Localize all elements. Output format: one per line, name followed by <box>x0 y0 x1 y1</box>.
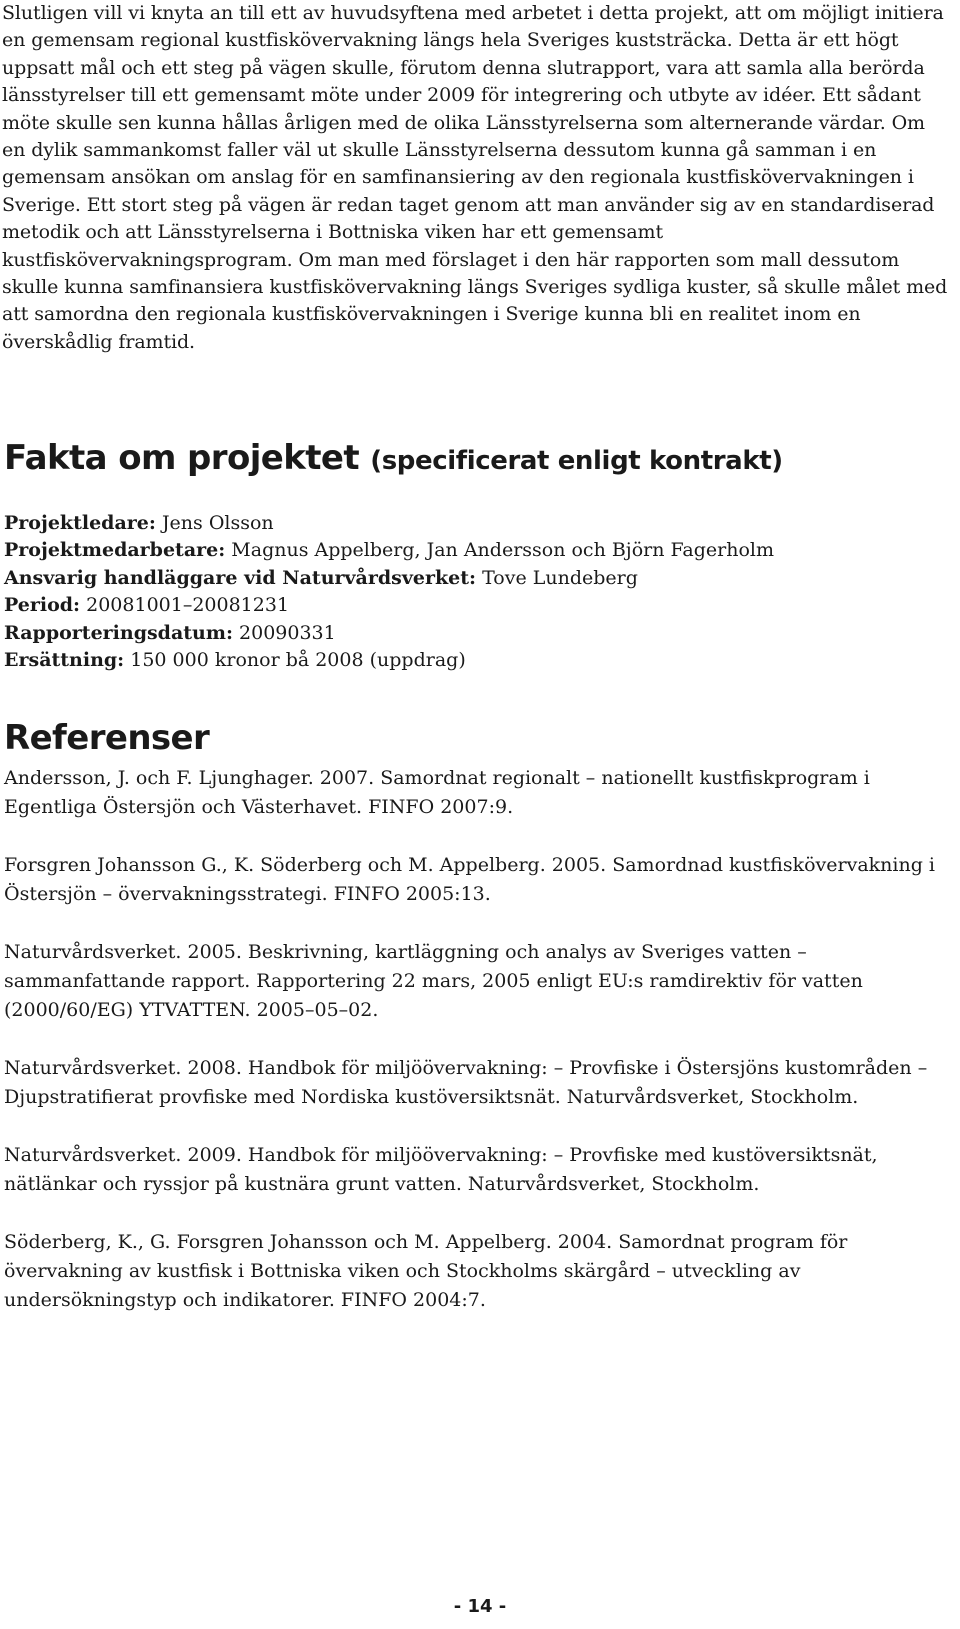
fact-row-projektmedarbetare <box>4 537 774 564</box>
references-list <box>4 764 954 1344</box>
fact-value: Magnus Appelberg, Jan Andersson och Björn Fagerholm <box>231 539 774 562</box>
fact-label: Ansvarig handläggare vid Naturvårdsverket: <box>4 566 477 589</box>
references-heading: Referenser <box>4 718 210 758</box>
fact-label: Projektmedarbetare: <box>4 539 226 562</box>
fact-row-ersattning <box>4 647 774 674</box>
page-number: - 14 - <box>453 1596 507 1617</box>
fact-row-handlaggare <box>4 565 774 592</box>
facts-heading-main: Fakta om projektet <box>4 438 359 478</box>
document-page <box>2 0 954 1311</box>
fact-value: 20081001–20081231 <box>86 594 290 617</box>
fact-value: Jens Olsson <box>161 512 274 534</box>
reference-item: Naturvårdsverket. 2008. Handbok för miljöövervakning: – Provfiske i Östersjöns kustområden – Djupstratifierat provfiske med Nordiska kustöversiktsnät. Naturvårdsverket, Stockholm. <box>4 1057 928 1108</box>
fact-label: Period: <box>4 594 81 617</box>
reference-item: Naturvårdsverket. 2009. Handbok för miljöövervakning: – Provfiske med kustöversiktsnät, nätlänkar och ryssjor på kustnära grunt vatten. Naturvårdsverket, Stockholm. <box>4 1144 878 1195</box>
fact-row-period <box>4 592 774 619</box>
reference-item: Andersson, J. och F. Ljunghager. 2007. Samordnat regionalt – nationellt kustfiskprogram i Egentliga Östersjön och Västerhavet. FINFO 2007:9. <box>4 767 870 818</box>
facts-list <box>4 510 774 674</box>
facts-heading-sub: (specificerat enligt kontrakt) <box>370 446 783 476</box>
reference-item: Söderberg, K., G. Forsgren Johansson och M. Appelberg. 2004. Samordnat program för övervakning av kustfisk i Bottniska viken och Stockholms skärgård – utveckling av undersökningstyp och indikatorer. FINFO 2004:7. <box>4 1231 848 1311</box>
fact-row-projektledare <box>4 510 774 537</box>
fact-value: Tove Lundeberg <box>482 566 638 589</box>
intro-paragraph: Slutligen vill vi knyta an till ett av huvudsyftena med arbetet i detta projekt, att om möjligt initiera en gemensam regional kustfiskövervakning längs hela Sveriges kuststräcka. Detta är ett högt uppsatt mål och ett steg på vägen skulle, förutom denna slutrapport, vara att samla alla berörda länsstyrelser till ett gemensamt möte under 2009 för integrering och utbyte av idéer. Ett sådant möte skulle sen kunna hållas årligen med de olika Länsstyrelserna som alternerande värdar. Om en dylik sammankomst faller väl ut skulle Länsstyrelserna dessutom kunna gå samman i en gemensam ansökan om anslag för en samfinansiering av den regionala kustfiskövervakningen i Sverige. Ett stort steg på vägen är redan taget genom att man använder sig av en standardiserad metodik och att Länsstyrelserna i Bottniska viken har ett gemensamt kustfiskövervakningsprogram. Om man med förslaget i den här rapporten som mall dessutom skulle kunna samfinansiera kustfiskövervakning längs Sveriges sydliga kuster, så skulle målet med att samordna den regionala kustfiskövervakningen i Sverige kunna bli en realitet inom en överskådlig framtid. <box>2 2 948 353</box>
fact-label: Projektledare: <box>4 512 156 534</box>
fact-label: Ersättning: <box>4 649 125 672</box>
fact-value: 150 000 kronor bå 2008 (uppdrag) <box>130 649 466 672</box>
fact-value: 20090331 <box>239 621 336 644</box>
fact-row-rapporteringsdatum <box>4 620 774 647</box>
reference-item: Forsgren Johansson G., K. Söderberg och M. Appelberg. 2005. Samordnad kustfiskövervakning i Östersjön – övervakningsstrategi. FINFO 2005:13. <box>4 854 935 905</box>
fact-label: Rapporteringsdatum: <box>4 621 233 644</box>
reference-item: Naturvårdsverket. 2005. Beskrivning, kartläggning och analys av Sveriges vatten – sammanfattande rapport. Rapportering 22 mars, 2005 enligt EU:s ramdirektiv för vatten (2000/60/EG) YTVATTEN. 2005–05–02. <box>4 941 863 1021</box>
facts-heading <box>4 436 783 483</box>
